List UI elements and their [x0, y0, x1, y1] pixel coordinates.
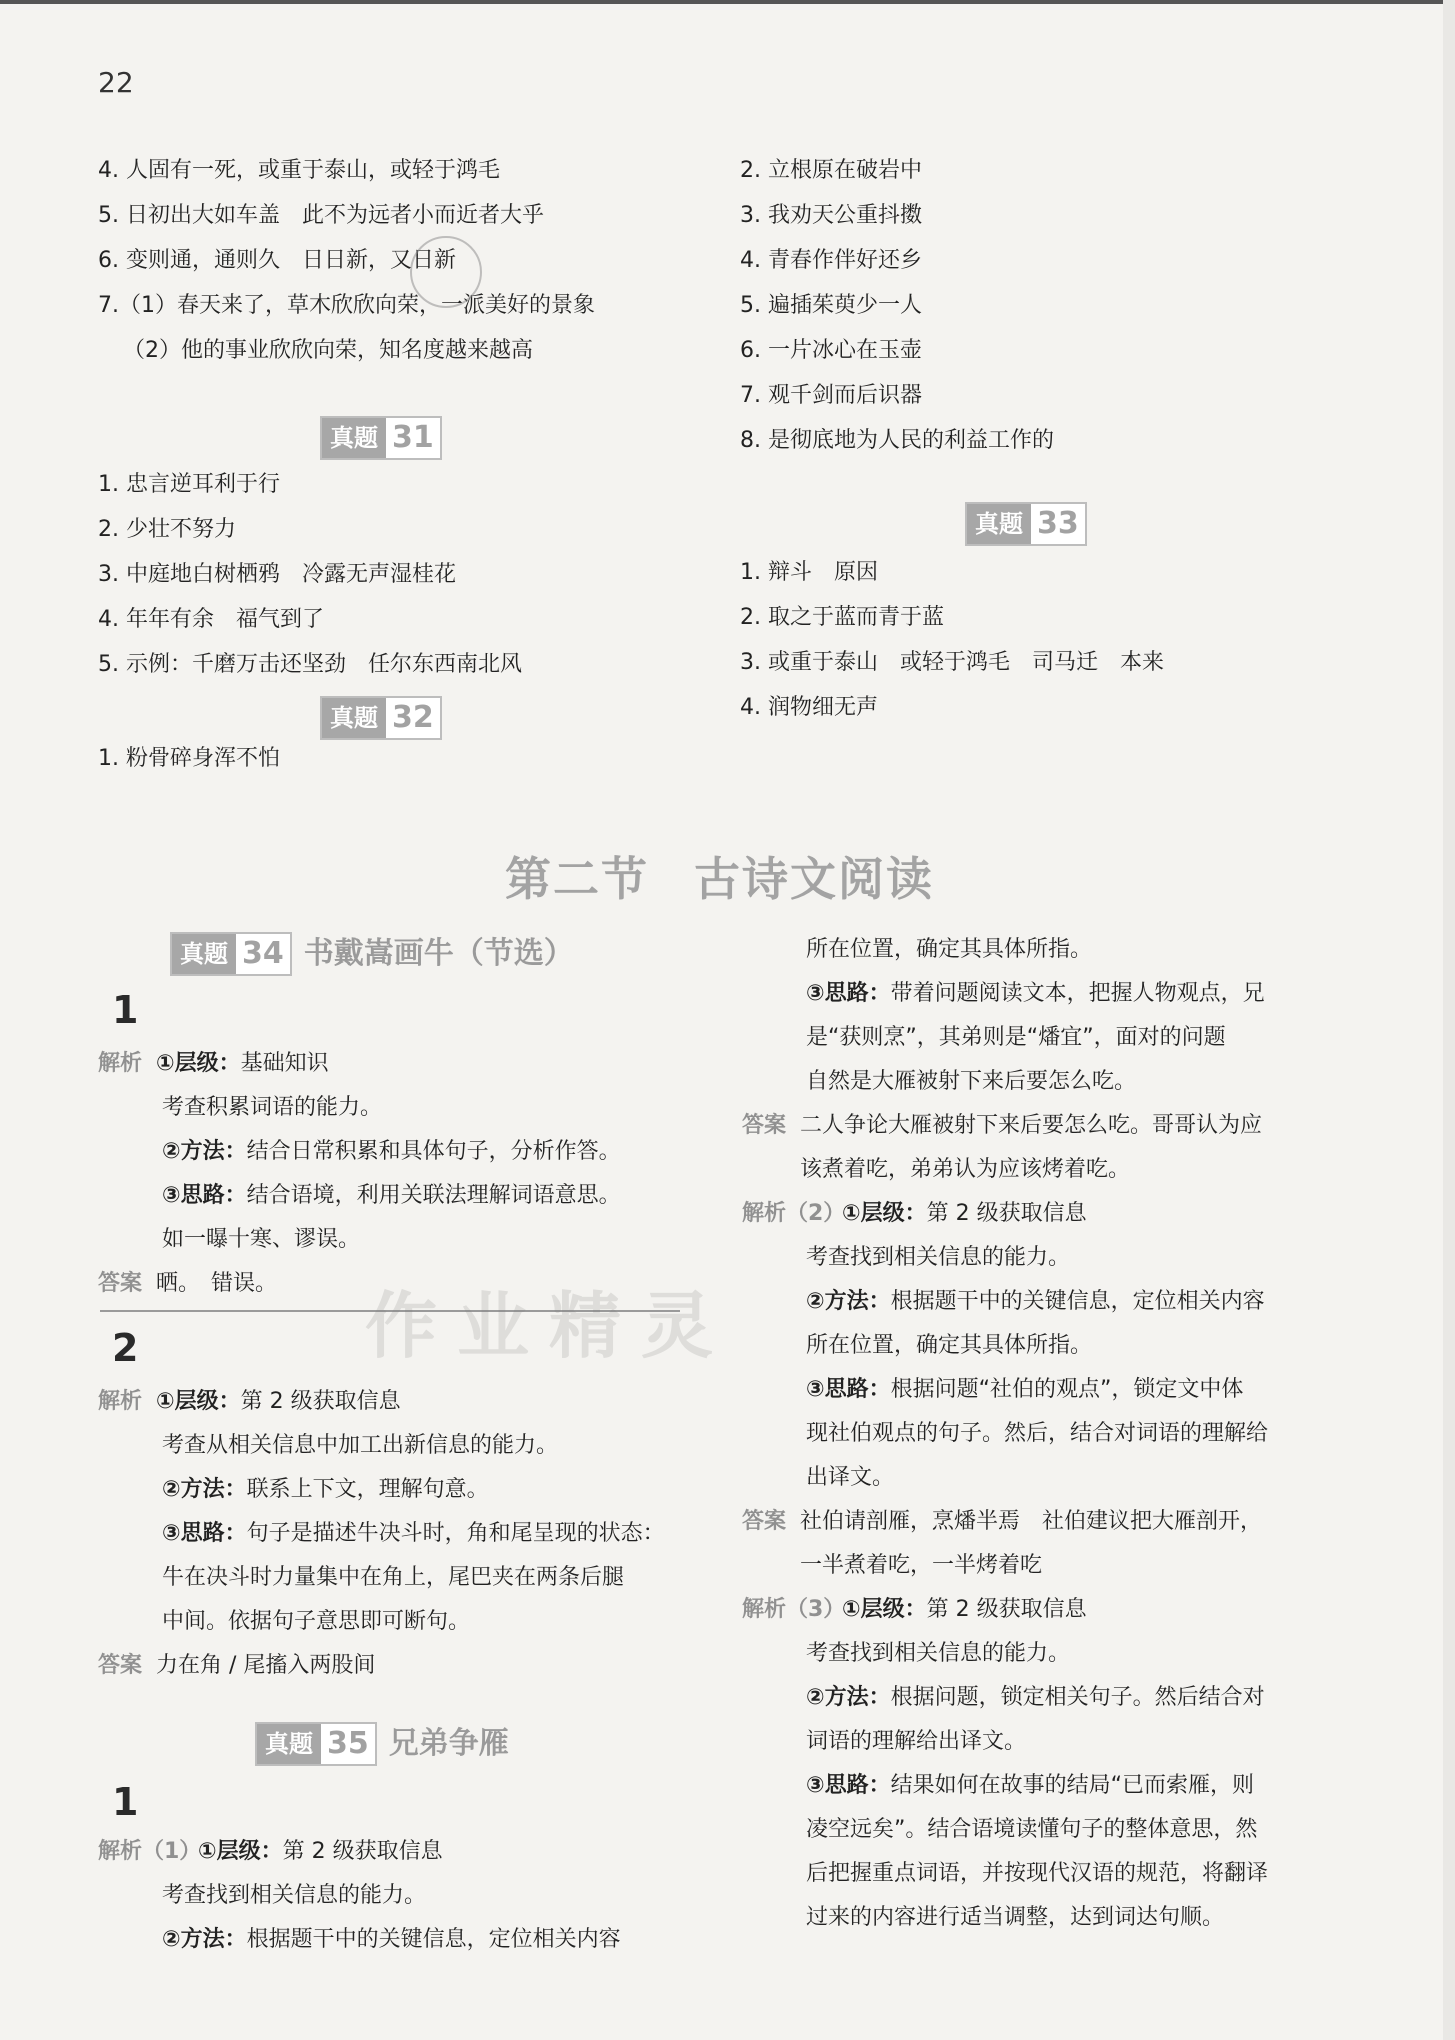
list-item: 3. 我劝天公重抖擞 — [740, 203, 922, 228]
desc-text: 考查找到相关信息的能力。 — [806, 1245, 1071, 1270]
method-text: 根据问题，锁定相关句子。然后结合对 — [890, 1685, 1265, 1710]
q1-body — [162, 1086, 692, 1262]
stamp-seal — [410, 236, 482, 308]
badge-number: 32 — [392, 700, 434, 735]
desc-text: 考查找到相关信息的能力。 — [162, 1883, 427, 1908]
page-number: 22 — [98, 66, 134, 99]
method-text: 结合日常积累和具体句子，分析作答。 — [246, 1139, 621, 1164]
think-text: 句子是描述牛决斗时，角和尾呈现的状态： — [246, 1521, 665, 1546]
answer-text: 该煮着吃，弟弟认为应该烤着吃。 — [800, 1157, 1131, 1182]
think-text: 结果如何在故事的结局“已而索雁，则 — [890, 1773, 1255, 1798]
page-edge — [1443, 0, 1455, 2040]
zt31-badge — [320, 416, 442, 460]
think-text: 结合语境，利用关联法理解词语意思。 — [246, 1183, 621, 1208]
zt33-badge — [965, 502, 1087, 546]
think-text: 出译文。 — [806, 1465, 895, 1490]
question-number: 2 — [112, 1326, 139, 1370]
section-title — [505, 843, 934, 909]
level-label: ①层级： — [198, 1839, 283, 1864]
q2-body — [162, 1424, 692, 1644]
answer-text: 一半煮着吃，一半烤着吃 — [800, 1553, 1043, 1578]
method-text: 词语的理解给出译文。 — [806, 1729, 1027, 1754]
passage-title: 书戴嵩画牛（节选） — [303, 936, 574, 971]
think-label: ③思路： — [806, 1773, 891, 1798]
question-number: 1 — [112, 988, 139, 1032]
list-item: 2. 取之于蓝而青于蓝 — [740, 605, 944, 630]
think-text: 如一曝十寒、谬误。 — [162, 1227, 361, 1252]
list-item: 4. 人固有一死，或重于泰山，或轻于鸿毛 — [98, 158, 500, 183]
answer-label: 答案 — [98, 1271, 143, 1296]
q35-2-answer — [742, 1500, 1406, 1588]
q35-3-analysis — [742, 1588, 1406, 1632]
q35-1-body — [162, 1874, 692, 1962]
level-label: ①层级： — [842, 1201, 927, 1226]
top-rule — [0, 0, 1455, 4]
list-item: 5. 示例：千磨万击还坚劲 任尔东西南北风 — [98, 652, 522, 677]
section-number: 第二节 — [505, 852, 649, 906]
q35-1-analysis — [98, 1830, 688, 1874]
zt33-list — [740, 550, 1164, 730]
level-text: 第 2 级获取信息 — [282, 1839, 443, 1864]
answer-label: 答案 — [98, 1653, 143, 1678]
method-text: 联系上下文，理解句意。 — [246, 1477, 489, 1502]
q35-2-body — [806, 1236, 1406, 1500]
analysis-label: 解析 — [98, 1051, 143, 1076]
method-text: 所在位置，确定其具体所指。 — [806, 1333, 1093, 1358]
method-text: 根据题干中的关键信息，定位相关内容 — [246, 1927, 621, 1952]
zt32-list — [98, 736, 280, 781]
list-item: 6. 一片冰心在玉壶 — [740, 338, 922, 363]
section-name: 古诗文阅读 — [694, 852, 934, 906]
q35-1-answer — [742, 1104, 1406, 1192]
desc-text: 考查从相关信息中加工出新信息的能力。 — [162, 1433, 559, 1458]
list-item: 8. 是彻底地为人民的利益工作的 — [740, 428, 1054, 453]
level-label: ①层级： — [156, 1051, 241, 1076]
answer-text: 社伯请剖雁，烹燔半焉 社伯建议把大雁剖开， — [800, 1509, 1263, 1534]
analysis-label: 解析（3） — [742, 1597, 846, 1622]
level-text: 基础知识 — [240, 1051, 329, 1076]
badge-number: 35 — [327, 1726, 369, 1761]
badge-label: 真题 — [967, 504, 1031, 544]
think-label: ③思路： — [806, 1377, 891, 1402]
desc-text: 考查积累词语的能力。 — [162, 1095, 383, 1120]
analysis-label: 解析 — [98, 1389, 143, 1414]
badge-label: 真题 — [172, 934, 236, 974]
analysis-label: 解析（2） — [742, 1201, 846, 1226]
think-text: 自然是大雁被射下来后要怎么吃。 — [806, 1069, 1137, 1094]
badge-label: 真题 — [322, 698, 386, 738]
method-label: ②方法： — [162, 1477, 247, 1502]
think-text: 牛在决斗时力量集中在角上，尾巴夹在两条后腿 — [162, 1565, 625, 1590]
think-text: 是“获则烹”，其弟则是“燔宜”，面对的问题 — [806, 1025, 1226, 1050]
answer-label: 答案 — [742, 1113, 787, 1138]
list-item: 1. 粉骨碎身浑不怕 — [98, 746, 280, 771]
level-text: 第 2 级获取信息 — [926, 1597, 1087, 1622]
q35-1-continued — [806, 928, 1406, 1104]
think-text: 后把握重点词语，并按现代汉语的规范，将翻译 — [806, 1861, 1269, 1886]
q35-2-analysis — [742, 1192, 1406, 1236]
zt31-list — [98, 462, 522, 687]
level-text: 第 2 级获取信息 — [926, 1201, 1087, 1226]
badge-number: 33 — [1037, 506, 1079, 541]
think-text: 过来的内容进行适当调整，达到词达句顺。 — [806, 1905, 1225, 1930]
level-label: ①层级： — [156, 1389, 241, 1414]
badge-label: 真题 — [322, 418, 386, 458]
list-item: 1. 辩斗 原因 — [740, 560, 878, 585]
q2-answer — [98, 1644, 688, 1688]
think-label: ③思路： — [806, 981, 891, 1006]
list-item: （2）他的事业欣欣向荣，知名度越来越高 — [123, 338, 533, 363]
passage-title: 兄弟争雁 — [388, 1726, 509, 1761]
level-text: 第 2 级获取信息 — [240, 1389, 401, 1414]
badge-label: 真题 — [257, 1724, 321, 1764]
left-top-list — [98, 148, 595, 373]
list-item: 4. 青春作伴好还乡 — [740, 248, 922, 273]
think-text: 中间。依据句子意思即可断句。 — [162, 1609, 471, 1634]
method-text: 根据题干中的关键信息，定位相关内容 — [890, 1289, 1265, 1314]
answer-text: 二人争论大雁被射下来后要怎么吃。哥哥认为应 — [800, 1113, 1263, 1138]
method-label: ②方法： — [162, 1139, 247, 1164]
analysis-label: 解析（1） — [98, 1839, 202, 1864]
q35-3-body — [806, 1632, 1406, 1940]
watermark: 作业精灵 — [365, 1284, 734, 1368]
list-item: 4. 润物细无声 — [740, 695, 878, 720]
list-item: 7.（1）春天来了，草木欣欣向荣，一派美好的景象 — [98, 293, 595, 318]
list-item: 6. 变则通，通则久 日日新，又日新 — [98, 248, 456, 273]
zt32-badge — [320, 696, 442, 740]
list-item: 2. 少壮不努力 — [98, 517, 236, 542]
answer-text: 力在角 / 尾搐入两股间 — [156, 1653, 376, 1678]
badge-number: 31 — [392, 420, 434, 455]
list-item: 4. 年年有余 福气到了 — [98, 607, 324, 632]
think-text: 现社伯观点的句子。然后，结合对词语的理解给 — [806, 1421, 1269, 1446]
list-item: 5. 遍插茱萸少一人 — [740, 293, 922, 318]
list-item: 2. 立根原在破岩中 — [740, 158, 922, 183]
badge-number: 34 — [242, 936, 284, 971]
level-label: ①层级： — [842, 1597, 927, 1622]
zt34-header — [170, 932, 574, 976]
answer-text: 晒。 错误。 — [156, 1271, 278, 1296]
think-text: 根据问题“社伯的观点”，锁定文中体 — [890, 1377, 1244, 1402]
q1-analysis — [98, 1042, 688, 1086]
think-text: 带着问题阅读文本，把握人物观点，兄 — [890, 981, 1265, 1006]
method-label: ②方法： — [162, 1927, 247, 1952]
zt35-header — [255, 1722, 509, 1766]
answer-label: 答案 — [742, 1509, 787, 1534]
question-number: 1 — [112, 1780, 139, 1824]
think-label: ③思路： — [162, 1183, 247, 1208]
method-text: 所在位置，确定其具体所指。 — [806, 937, 1093, 962]
list-item: 3. 中庭地白树栖鸦 冷露无声湿桂花 — [98, 562, 456, 587]
list-item: 3. 或重于泰山 或轻于鸿毛 司马迁 本来 — [740, 650, 1164, 675]
method-label: ②方法： — [806, 1289, 891, 1314]
list-item: 5. 日初出大如车盖 此不为远者小而近者大乎 — [98, 203, 544, 228]
desc-text: 考查找到相关信息的能力。 — [806, 1641, 1071, 1666]
think-label: ③思路： — [162, 1521, 247, 1546]
list-item: 7. 观千剑而后识器 — [740, 383, 922, 408]
think-text: 凌空远矣”。结合语境读懂句子的整体意思，然 — [806, 1817, 1258, 1842]
list-item: 1. 忠言逆耳利于行 — [98, 472, 280, 497]
method-label: ②方法： — [806, 1685, 891, 1710]
q2-analysis — [98, 1380, 688, 1424]
right-top-list — [740, 148, 1054, 463]
